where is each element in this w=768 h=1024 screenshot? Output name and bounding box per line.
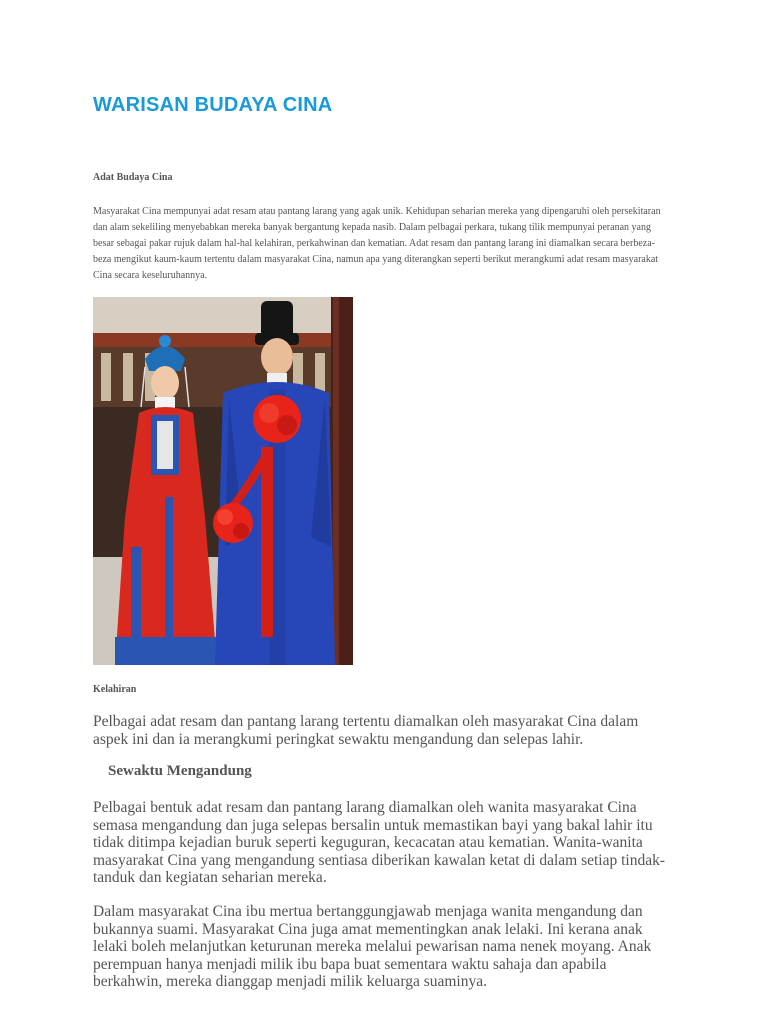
document-title: WARISAN BUDAYA CINA	[93, 94, 333, 116]
paragraph-ibu-mertua: Dalam masyarakat Cina ibu mertua bertanggungjawab menjaga wanita mengandung dan bukannya suami. Masyarakat Cina juga amat mementingkan anak lelaki. Ini kerana anak lelaki boleh melanjutkan keturunan mereka melalui pewarisan nama nenek moyang. Anak perempuan hanya menjadi milik ibu bapa buat sementara waktu sahaja dan apabila berkahwin, mereka dianggap menjadi milik keluarga suaminya.	[93, 903, 652, 991]
paragraph-adat: Masyarakat Cina mempunyai adat resam atau pantang larang yang agak unik. Kehidupan seharian mereka yang dipengaruhi oleh persekitaran dan alam sekeliling menyebabkan mereka banyak bergantung kepada nasib. Dalam pelbagai perkara, tukang tilik mempunyai peranan yang besar sebagai pakar rujuk dalam hal-hal kelahiran, perkahwinan dan kematian. Adat resam dan pantang larang ini diamalkan secara berbeza-beza mengikut kaum-kaum tertentu dalam masyarakat Cina, namun apa yang diterangkan seperti berikut merangkumi adat resam masyarakat Cina secara keseluruhannya.	[93, 206, 661, 282]
paragraph-mengandung: Pelbagai bentuk adat resam dan pantang larang diamalkan oleh wanita masyarakat Cina semasa mengandung dan juga selepas bersalin untuk memastikan bayi yang bakal lahir itu tidak ditimpa kejadian buruk seperti keguguran, kecacatan atau kematian. Wanita-wanita masyarakat Cina yang mengandung sentiasa diberikan kawalan ketat di dalam setiap tindak-tanduk dan kegiatan seharian mereka.	[93, 799, 666, 887]
wedding-photo	[93, 297, 353, 665]
subheading-sewaktu-mengandung: Sewaktu Mengandung	[108, 763, 252, 779]
paragraph-kelahiran: Pelbagai adat resam dan pantang larang tertentu diamalkan oleh masyarakat Cina dalam aspek ini dan ia merangkumi peringkat sewaktu mengandung dan selepas lahir.	[93, 713, 639, 748]
section-heading-adat: Adat Budaya Cina	[93, 172, 173, 183]
section-heading-kelahiran: Kelahiran	[93, 684, 137, 695]
